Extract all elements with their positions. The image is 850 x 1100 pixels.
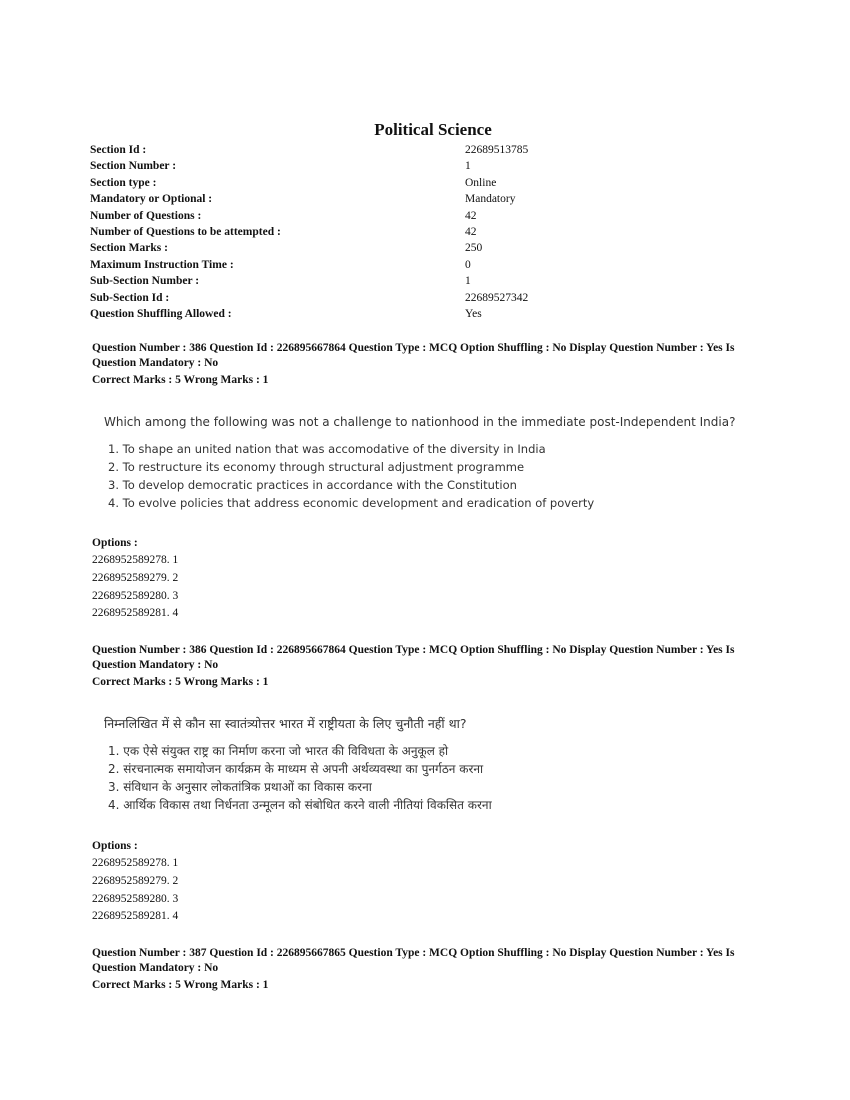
section-info-key: Mandatory or Optional :: [90, 193, 213, 206]
section-info-value: 250: [465, 242, 483, 255]
section-info-value: Online: [465, 176, 497, 189]
section-info-key: Number of Questions to be attempted :: [90, 225, 281, 238]
question-choice: 4. आर्थिक विकास तथा निर्धनता उन्मूलन को संबोधित करने वाली नीतियां विकसित करना: [108, 798, 492, 812]
page-title: Political Science: [374, 120, 492, 139]
question-choice: 3. To develop democratic practices in accordance with the Constitution: [108, 478, 517, 492]
question-body: [104, 414, 744, 512]
section-info-value: 22689513785: [465, 144, 529, 156]
question-header-block: [92, 643, 772, 690]
option-item: 2268952589280. 3: [92, 589, 179, 602]
option-item: 2268952589278. 1: [92, 554, 179, 566]
options-label: Options :: [92, 840, 138, 852]
section-info-row: [90, 142, 790, 158]
option-item: 2268952589279. 2: [92, 571, 179, 584]
section-info-row: [90, 224, 790, 240]
section-info-row: [90, 191, 790, 207]
option-item: 2268952589279. 2: [92, 874, 179, 887]
question-header: Question Number : 386 Question Id : 226895667864 Question Type : MCQ Option Shuffling : No Display Question Number : Yes Is Question Mandatory : No: [92, 342, 735, 369]
section-info-key: Section type :: [90, 176, 157, 189]
section-info-key: Number of Questions :: [90, 209, 202, 222]
section-info-row: [90, 175, 790, 191]
option-item: 2268952589281. 4: [92, 607, 179, 620]
section-info-key: Section Marks :: [90, 242, 168, 255]
section-info-value: 1: [465, 275, 471, 288]
section-info-value: 22689527342: [465, 291, 529, 304]
question-choice: 1. एक ऐसे संयुक्त राष्ट्र का निर्माण करना जो भारत की विविधता के अनुकूल हो: [108, 744, 449, 758]
option-item: 2268952589280. 3: [92, 892, 179, 905]
question-marks: Correct Marks : 5 Wrong Marks : 1: [92, 979, 269, 991]
question-choice: 4. To evolve policies that address economic development and eradication of poverty: [108, 496, 595, 510]
section-info-row: [90, 158, 790, 174]
options-list: [92, 837, 392, 926]
section-info-key: Sub-Section Id :: [90, 291, 170, 304]
question-text: निम्नलिखित में से कौन सा स्वातंत्र्योत्तर भारत में राष्ट्रीयता के लिए चुनौती नहीं था?: [104, 716, 467, 731]
section-info-value: 0: [465, 258, 471, 271]
question-body: [104, 716, 744, 814]
section-info-table: [90, 142, 790, 322]
section-info-value: 42: [465, 225, 477, 238]
question-choice: 3. संविधान के अनुसार लोकतांत्रिक प्रथाओं का विकास करना: [108, 780, 372, 794]
section-info-row: [90, 273, 790, 289]
options-list: [92, 534, 392, 623]
question-header: Question Number : 387 Question Id : 226895667865 Question Type : MCQ Option Shuffling : No Display Question Number : Yes Is Question Mandatory : No: [92, 947, 735, 974]
option-item: 2268952589278. 1: [92, 857, 179, 869]
section-info-row: [90, 257, 790, 273]
question-choice: 2. To restructure its economy through structural adjustment programme: [108, 460, 525, 474]
section-info-row: [90, 208, 790, 224]
question-choice: 1. To shape an united nation that was accomodative of the diversity in India: [108, 442, 546, 456]
section-info-row: [90, 290, 790, 306]
question-choice: 2. संरचनात्मक समायोजन कार्यक्रम के माध्यम से अपनी अर्थव्यवस्था का पुनर्गठन करना: [108, 762, 484, 776]
section-info-key: Question Shuffling Allowed :: [90, 307, 232, 320]
section-info-key: Section Number :: [90, 160, 177, 173]
section-info-row: [90, 306, 790, 322]
section-info-value: Mandatory: [465, 193, 516, 206]
option-item: 2268952589281. 4: [92, 910, 179, 923]
section-info-key: Sub-Section Number :: [90, 275, 200, 288]
question-choices: [108, 742, 744, 814]
section-info-value: 42: [465, 209, 477, 222]
question-choices: [108, 440, 744, 512]
question-header-block: [92, 946, 772, 993]
section-info-value: Yes: [465, 307, 482, 320]
section-info-row: [90, 240, 790, 256]
question-marks: Correct Marks : 5 Wrong Marks : 1: [92, 374, 269, 386]
question-header-block: [92, 341, 772, 388]
options-label: Options :: [92, 537, 138, 549]
question-header: Question Number : 386 Question Id : 226895667864 Question Type : MCQ Option Shuffling : No Display Question Number : Yes Is Question Mandatory : No: [92, 644, 735, 671]
section-info-value: 1: [465, 160, 471, 173]
section-info-key: Maximum Instruction Time :: [90, 258, 234, 271]
section-info-key: Section Id :: [90, 144, 147, 156]
question-marks: Correct Marks : 5 Wrong Marks : 1: [92, 676, 269, 688]
question-text: Which among the following was not a challenge to nationhood in the immediate post-Independent India?: [104, 415, 736, 429]
